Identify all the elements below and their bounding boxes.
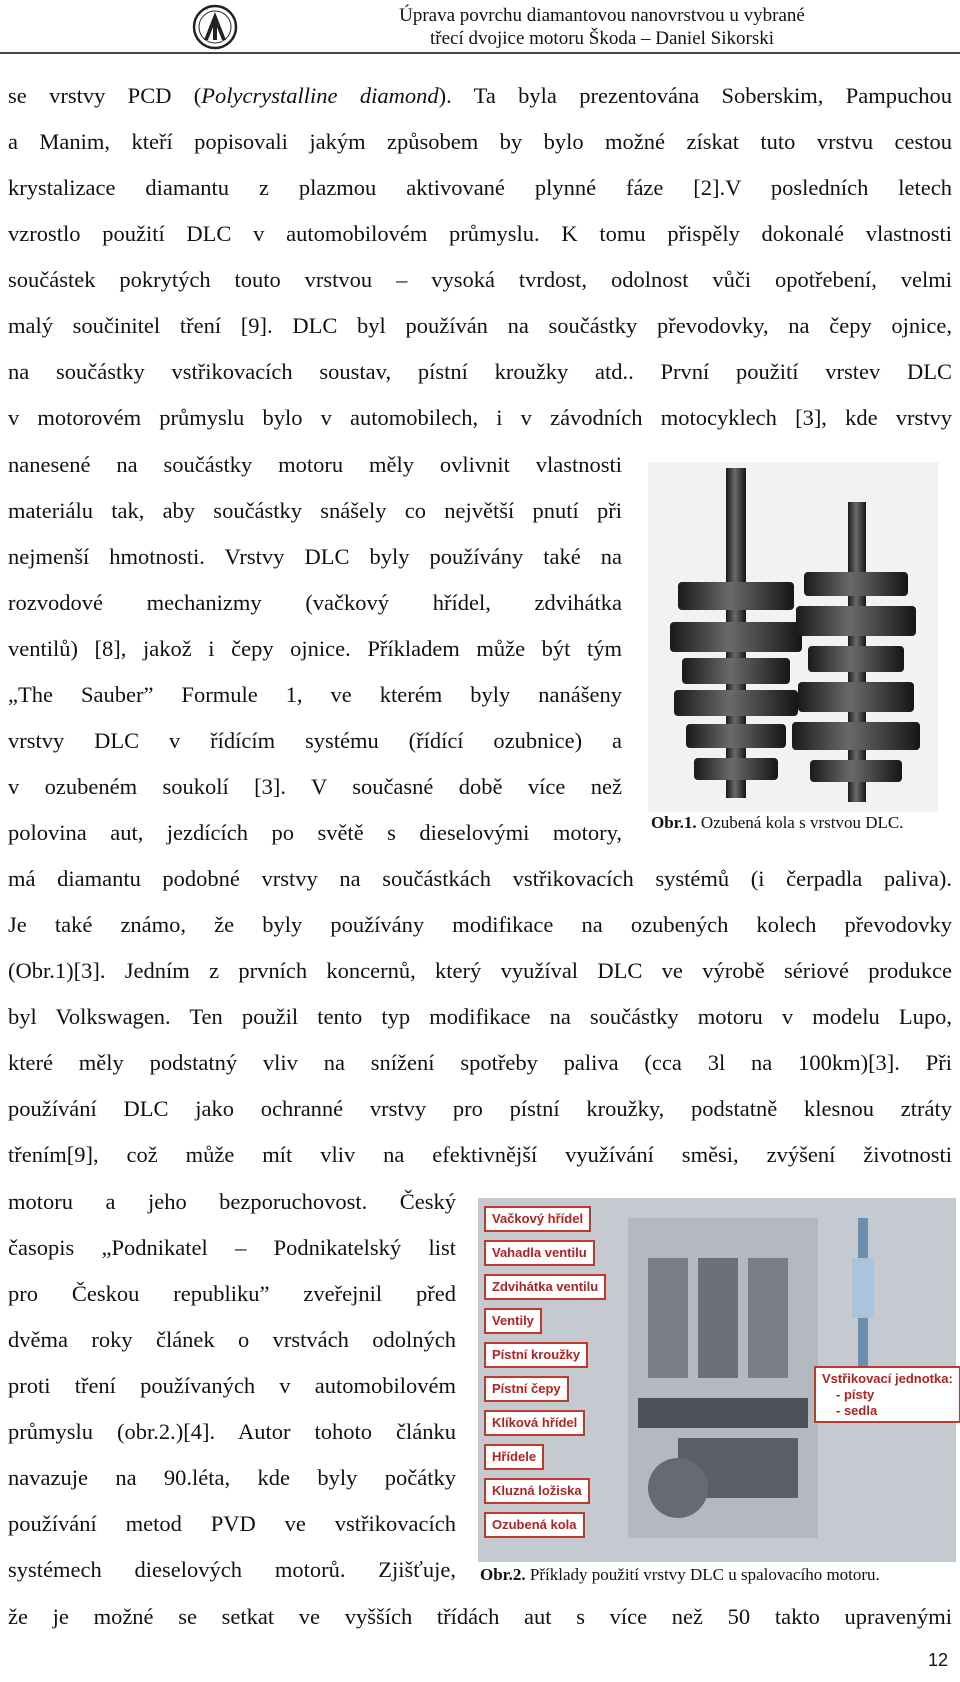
- figure2-caption: [480, 1564, 880, 1586]
- text-line: Je také známo, že byly používány modifikace na ozubených kolech převodovky: [8, 912, 952, 937]
- university-logo-icon: [192, 4, 238, 50]
- running-title-line2: třecí dvojice motoru Škoda – Daniel Sikorski: [429, 28, 775, 49]
- text-line: rozvodové mechanizmy (vačkový hřídel, zdvihátka: [8, 590, 622, 615]
- figure2-caption-label: Obr.2.: [480, 1565, 526, 1584]
- header-divider: [0, 52, 960, 54]
- text-line: pro Českou republiku” zveřejnil před: [8, 1281, 456, 1306]
- engine-label-injector: [814, 1366, 960, 1423]
- text-line: motoru a jeho bezporuchovost. Český: [8, 1189, 456, 1214]
- text-line: ventilů) [8], jakož i čepy ojnice. Příkladem může být tým: [8, 636, 622, 661]
- engine-label: Zdvihátka ventilu: [484, 1274, 606, 1300]
- text-line: krystalizace diamantu z plazmou aktivované plynné fáze [2].V posledních letech: [8, 175, 952, 200]
- injector-label-line3: - sedla: [836, 1403, 878, 1418]
- engine-label: Klíková hřídel: [484, 1410, 585, 1436]
- injector-label-line2: - písty: [836, 1387, 875, 1402]
- text-line: byl Volkswagen. Ten použil tento typ modifikace na součástky motoru v modelu Lupo,: [8, 1004, 952, 1029]
- text-line: systémech dieselových motorů. Zjišťuje,: [8, 1557, 456, 1582]
- text-line: vrstvy DLC v řídícím systému (řídící ozubnice) a: [8, 728, 622, 753]
- text-line: materiálu tak, aby součástky snášely co největší pnutí při: [8, 498, 622, 523]
- figure1-caption: [651, 812, 903, 834]
- figure-engine: [478, 1198, 956, 1562]
- text-line: má diamantu podobné vrstvy na součástkách vstřikovacích systémů (i čerpadla paliva).: [8, 866, 952, 891]
- text-line: proti tření používaných v automobilovém: [8, 1373, 456, 1398]
- figure-gears: [648, 462, 938, 812]
- text-line: které měly podstatný vliv na snížení spotřeby paliva (cca 3l na 100km)[3]. Při: [8, 1050, 952, 1075]
- text-line: že je možné se setkat ve vyšších třídách aut s více než 50 takto upravenými: [8, 1604, 952, 1629]
- running-title: [262, 4, 942, 50]
- text-line: na součástky vstřikovacích soustav, pístní kroužky atd.. První použití vrstev DLC: [8, 359, 952, 384]
- page-number: 12: [927, 1650, 948, 1670]
- text-line: průmyslu (obr.2.)[4]. Autor tohoto článku: [8, 1419, 456, 1444]
- text-line: v motorovém průmyslu bylo v automobilech, i v závodních motocyklech [3], kde vrstvy: [8, 405, 952, 430]
- page-header: [0, 0, 960, 56]
- engine-label: Ventily: [484, 1308, 542, 1334]
- engine-label: Pístní kroužky: [484, 1342, 588, 1368]
- text-line: nejmenší hmotnosti. Vrstvy DLC byly používány také na: [8, 544, 622, 569]
- figure1-caption-label: Obr.1.: [651, 813, 697, 832]
- engine-label: Pístní čepy: [484, 1376, 569, 1402]
- running-title-line1: Úprava povrchu diamantovou nanovrstvou u vybrané: [399, 5, 805, 26]
- text-line: navazuje na 90.léta, kde byly počátky: [8, 1465, 456, 1490]
- text-line: malý součinitel tření [9]. DLC byl používán na součástky převodovky, na čepy ojnice,: [8, 313, 952, 338]
- text-line: dvěma roky článek o vrstvách odolných: [8, 1327, 456, 1352]
- text-line: v ozubeném soukolí [3]. V současné době více než: [8, 774, 622, 799]
- text-italic: Polycrystalline diamond: [201, 83, 439, 108]
- text-line: „The Sauber” Formule 1, ve kterém byly nanášeny: [8, 682, 622, 707]
- figure2-caption-text: Příklady použití vrstvy DLC u spalovacího motoru.: [525, 1565, 880, 1584]
- injector-label-line1: Vstřikovací jednotka:: [822, 1371, 953, 1386]
- engine-label: Ozubená kola: [484, 1512, 585, 1538]
- text-line: používání DLC jako ochranné vrstvy pro pístní kroužky, podstatně klesnou ztráty: [8, 1096, 952, 1121]
- engine-label: Vačkový hřídel: [484, 1206, 591, 1232]
- engine-label: Kluzná ložiska: [484, 1478, 590, 1504]
- text-line: používání metod PVD ve vstřikovacích: [8, 1511, 456, 1536]
- text-line: (Obr.1)[3]. Jedním z prvních koncernů, který využíval DLC ve výrobě sériové produkce: [8, 958, 952, 983]
- text-line: polovina aut, jezdících po světě s dieselovými motory,: [8, 820, 622, 845]
- text-line: se vrstvy PCD (Polycrystalline diamond). Ta byla prezentována Soberskim, Pampuchou: [8, 83, 952, 108]
- gear-shafts-image: [648, 462, 938, 812]
- text-line: a Manim, kteří popisovali jakým způsobem by bylo možné získat tuto vrstvu cestou: [8, 129, 952, 154]
- text-line: nanesené na součástky motoru měly ovlivnit vlastnosti: [8, 452, 622, 477]
- text-line: součástek pokrytých touto vrstvou – vysoká tvrdost, odolnost vůči opotřebení, velmi: [8, 267, 952, 292]
- text-line: vzrostlo použití DLC v automobilovém průmyslu. K tomu přispěly dokonalé vlastnosti: [8, 221, 952, 246]
- text-line: třením[9], což může mít vliv na efektivnější využívání směsi, zvýšení životnosti: [8, 1142, 952, 1167]
- figure1-caption-text: Ozubená kola s vrstvou DLC.: [696, 813, 904, 832]
- text-line: časopis „Podnikatel – Podnikatelský list: [8, 1235, 456, 1260]
- engine-label: Vahadla ventilu: [484, 1240, 595, 1266]
- engine-label: Hřídele: [484, 1444, 544, 1470]
